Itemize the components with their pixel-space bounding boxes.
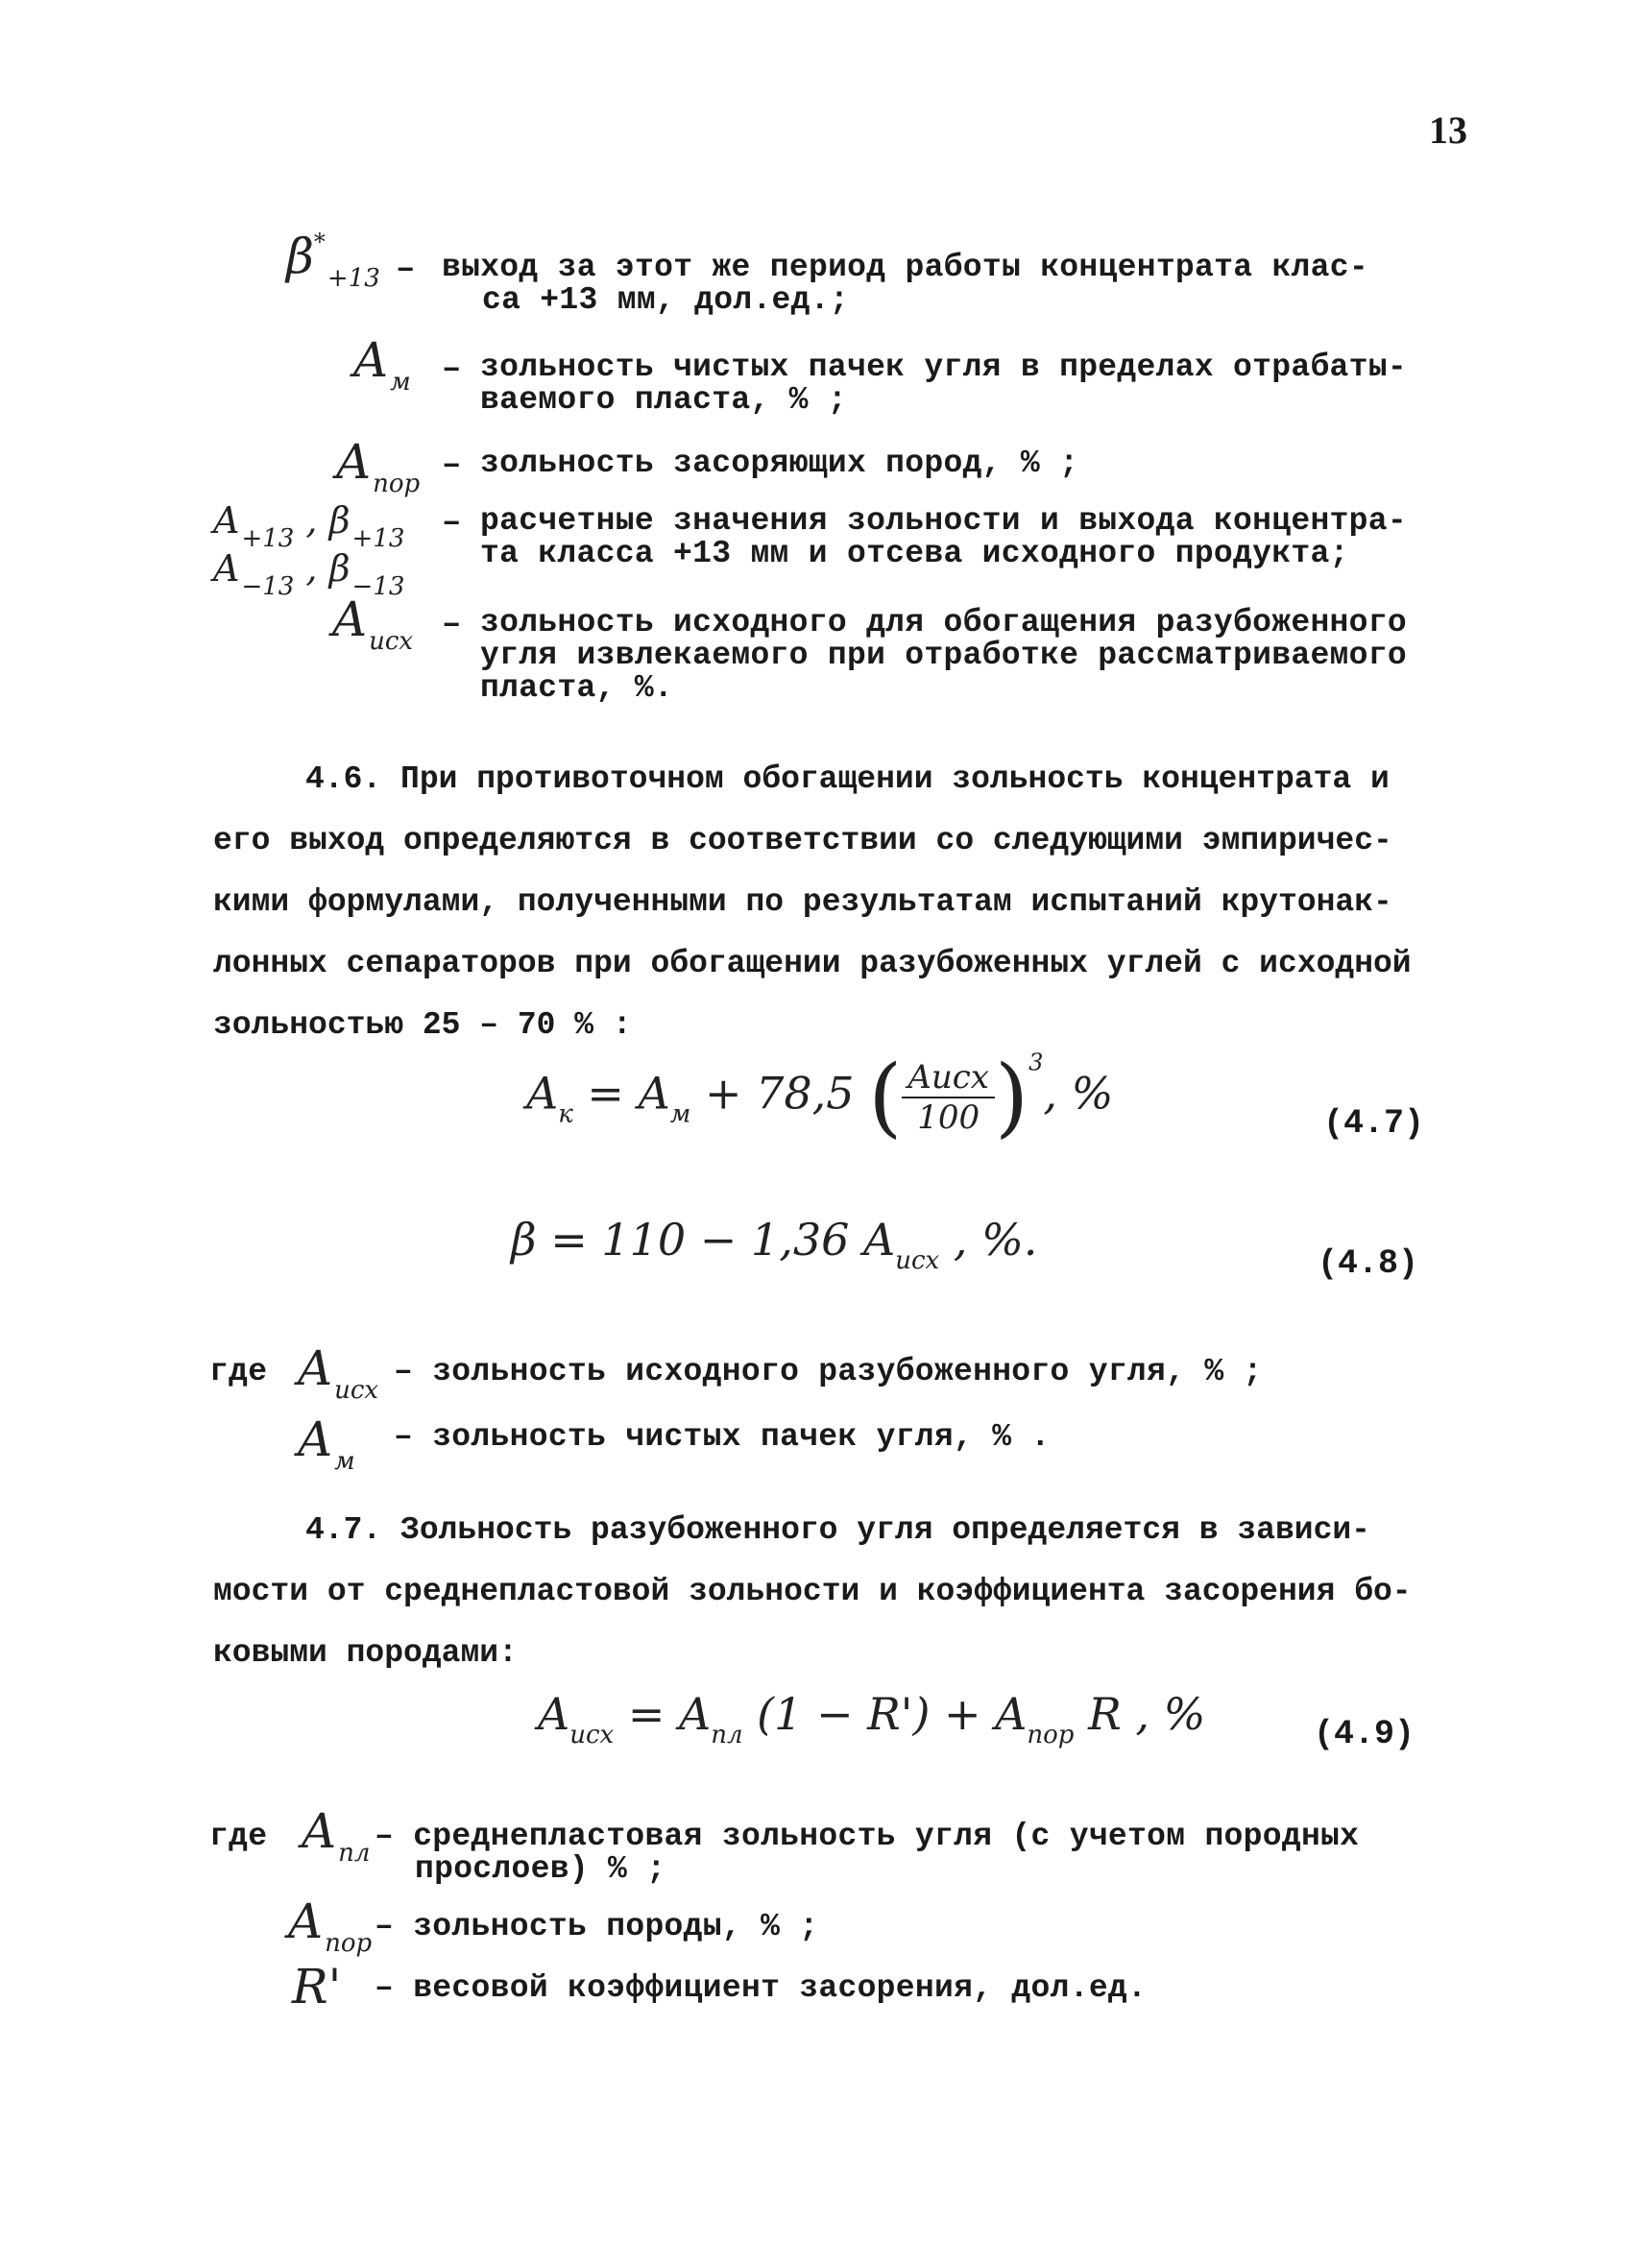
symbol-a-isx: $A_{исх}$	[332, 591, 414, 656]
dash: –	[442, 505, 462, 542]
definition-2: зольность чистых пачек угля в пределах отрабаты- ваемого пласта, % ;	[480, 350, 1407, 418]
where-label: где	[209, 1354, 268, 1389]
symbol-a-m: $A_м$	[298, 1411, 355, 1476]
definition-a-m: – зольность чистых пачек угля, % .	[394, 1419, 1051, 1455]
symbol-beta-plus13-star: $\beta^*_{+13}$	[286, 229, 380, 293]
definition-a-isx: – зольность исходного разубоженного угля, % ;	[394, 1354, 1263, 1389]
dash: –	[442, 607, 462, 643]
symbol-a-por: $A_{пор}$	[336, 434, 421, 498]
symbol-r-prime: R'	[292, 1959, 342, 2015]
definition-1: выход за этот же период работы концентрата клас- са +13 мм, дол.ед.;	[442, 250, 1368, 318]
where-label: где	[209, 1819, 268, 1854]
paragraph-4-7: 4.7. Зольность разубоженного угля определяется в зависи- мости от среднепластовой зольности и коэффициента засорения бо- ковыми породами:	[213, 1512, 1412, 1671]
symbol-a-pl: $A_{пл}$	[302, 1803, 371, 1868]
symbol-a-por: $A_{пор}$	[288, 1894, 373, 1958]
equation-number-4-8: (4.8)	[1318, 1244, 1419, 1283]
formula-4-7: $A_к = A_м + 78,5$ ( $\frac{\text{Aисх}}{100}$ )$^3$, %	[526, 1047, 1114, 1147]
symbol-a-beta-pm13: $A_{+13}$ , $\beta_{+13}$ $A_{-13}$ , $\beta_{-13}$	[213, 499, 405, 601]
definition-3: зольность засоряющих пород, % ;	[480, 446, 1079, 481]
symbol-a-isx: $A_{исх}$	[298, 1340, 379, 1405]
definition-5: зольность исходного для обогащения разубоженного угля извлекаемого при отработке рассматриваемого пласта, %.	[480, 605, 1407, 706]
dash: –	[442, 447, 462, 484]
page-number: 13	[1429, 109, 1467, 152]
symbol-a-m: $A_м$	[353, 332, 411, 397]
equation-number-4-9: (4.9)	[1314, 1715, 1415, 1753]
definition-4: расчетные значения зольности и выхода концентра- та класса +13 мм и отсева исходного продукта;	[480, 503, 1407, 571]
definition-a-pl: – среднепластовая зольность угля (с учетом породных прослоев) % ;	[375, 1819, 1360, 1887]
formula-4-8: β = 110 − 1,36 $A_{исх}$ , %.	[511, 1214, 1038, 1275]
equation-number-4-7: (4.7)	[1323, 1104, 1425, 1143]
definition-r-prime: – весовой коэффициент засорения, дол.ед.	[375, 1970, 1148, 2006]
definition-a-por: – зольность породы, % ;	[375, 1909, 819, 1944]
formula-4-9: $A_{исх} = A_{пл}$ $(1 - R') + A_{пор}$ R , %	[538, 1688, 1206, 1749]
fraction: $\frac{\text{Aисх}}{100}$	[902, 1058, 995, 1137]
paragraph-4-6: 4.6. При противоточном обогащении зольность концентрата и его выход определяются в соответствии со следующими эмпиричес- кими формулами, полученными по результатам испытаний крутонак- лонных сепараторов при обогащении разубоженных углей с исходной зольностью 25 – 70 % :	[213, 761, 1412, 1043]
dash: –	[442, 351, 462, 388]
dash: –	[396, 252, 416, 288]
